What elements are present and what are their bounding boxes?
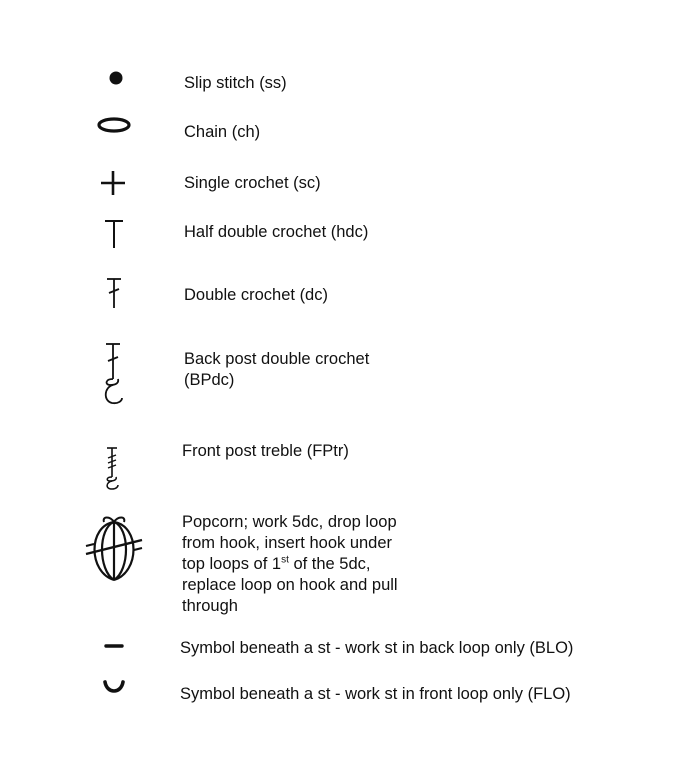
slip-stitch-label: Slip stitch (ss) (184, 74, 287, 92)
front-post-treble-label: Front post treble (FPtr) (182, 442, 349, 460)
popcorn-label-line5: through (182, 597, 238, 615)
popcorn-label-line3-end: of the 5dc, (288, 555, 371, 573)
single-crochet-icon (98, 168, 128, 198)
back-post-double-crochet-label-line1: Back post double crochet (184, 350, 370, 368)
back-post-double-crochet-label-line2: (BPdc) (184, 371, 235, 389)
front-loop-only-icon (101, 678, 127, 698)
front-post-treble-icon (102, 445, 124, 491)
chain-icon (94, 115, 134, 135)
front-loop-only-label: Symbol beneath a st - work st in front loop only (FLO) (180, 685, 571, 703)
popcorn-icon (82, 514, 146, 584)
double-crochet-icon (104, 276, 124, 310)
popcorn-label-line1: Popcorn; work 5dc, drop loop (182, 513, 397, 531)
popcorn-label-line4: replace loop on hook and pull (182, 576, 398, 594)
half-double-crochet-icon (102, 218, 126, 250)
popcorn-label-line3-start: top loops of 1 (182, 555, 282, 573)
chain-label: Chain (ch) (184, 123, 261, 141)
slip-stitch-icon (106, 68, 126, 88)
back-post-double-crochet-icon (100, 341, 128, 407)
back-loop-only-icon (102, 640, 126, 652)
popcorn-label-line3 (182, 554, 371, 575)
popcorn-label-line2: from hook, insert hook under (182, 534, 393, 552)
popcorn-label-superscript: st (281, 554, 289, 566)
half-double-crochet-label: Half double crochet (hdc) (184, 223, 369, 241)
single-crochet-label: Single crochet (sc) (184, 174, 321, 192)
double-crochet-label: Double crochet (dc) (184, 286, 328, 304)
back-loop-only-label: Symbol beneath a st - work st in back loop only (BLO) (180, 639, 574, 657)
